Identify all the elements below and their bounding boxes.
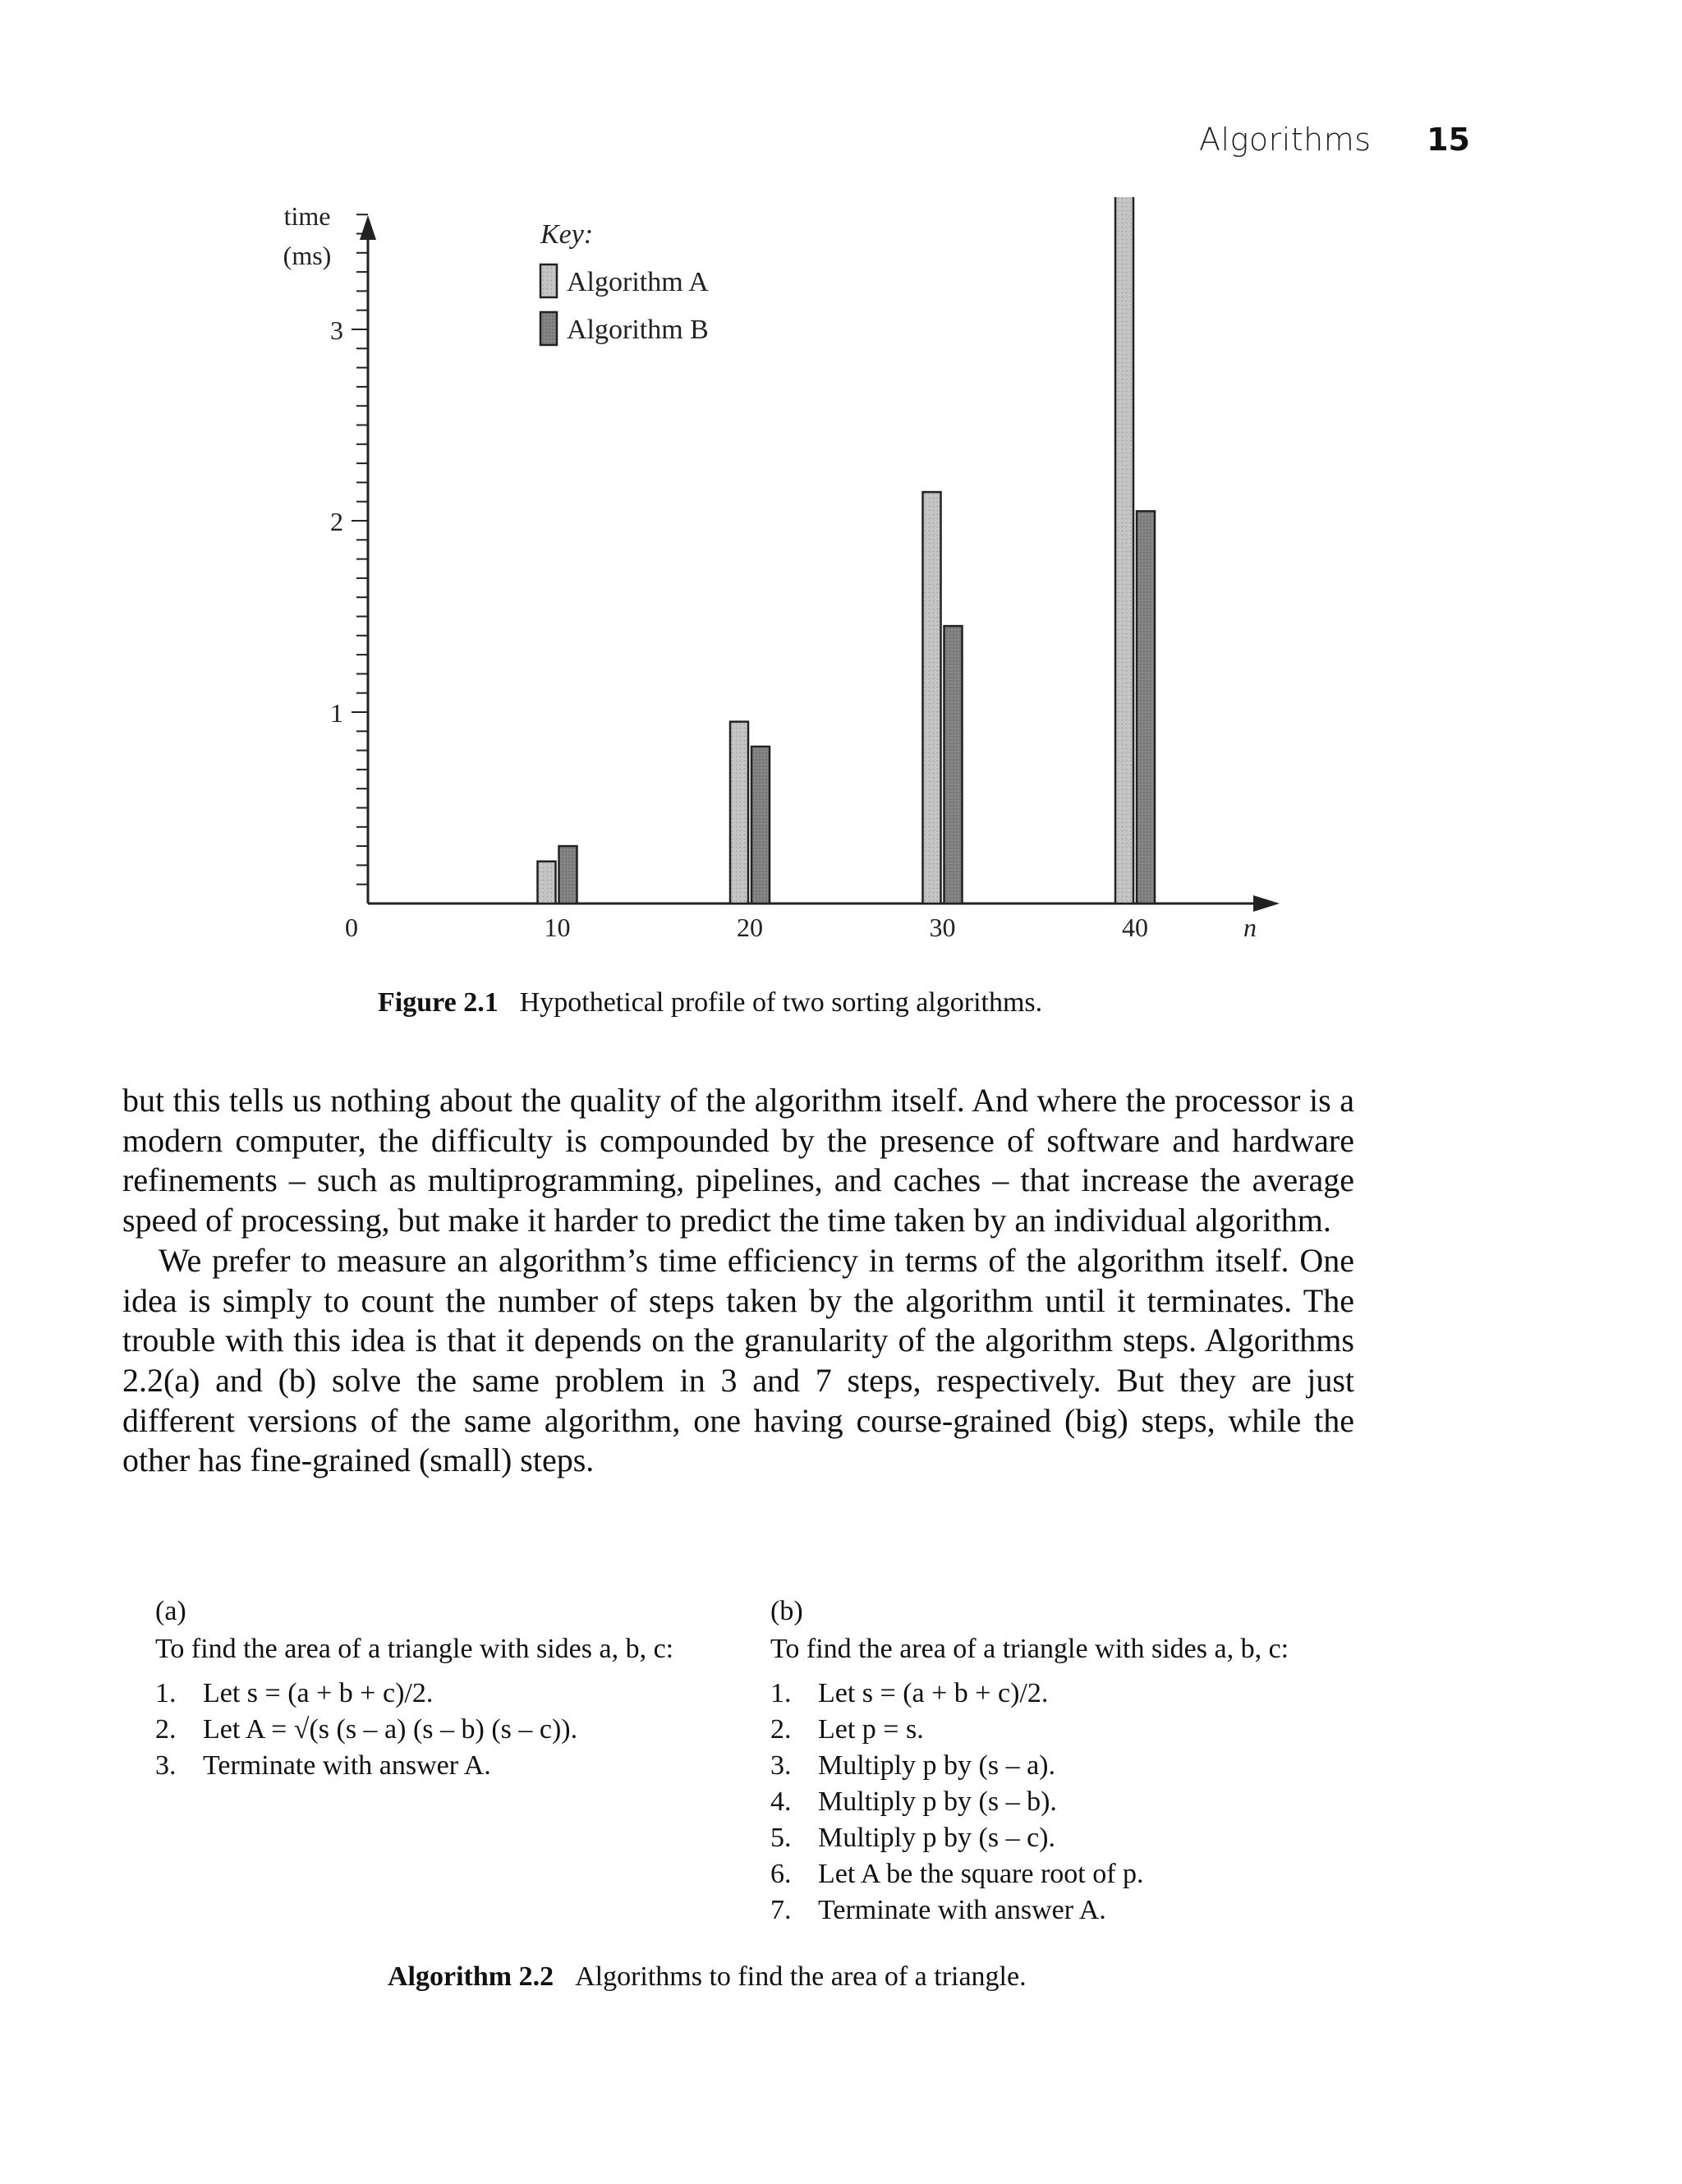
step-text: Let A be the square root of p.	[818, 1859, 1144, 1889]
bar-algorithm-b	[944, 626, 963, 903]
algorithm-b-step	[770, 1892, 1362, 1929]
bar-algorithm-a	[730, 722, 748, 903]
y-axis-arrow	[360, 215, 376, 240]
algorithm-a-step	[155, 1676, 747, 1712]
running-title: Algorithms	[1199, 122, 1372, 158]
algorithm-a	[155, 1593, 747, 1784]
bar-algorithm-b	[751, 747, 770, 903]
y-tick-label: 2	[330, 507, 343, 536]
step-number: 2.	[155, 1714, 177, 1745]
step-number: 5.	[770, 1823, 792, 1853]
algorithm-b-intro: To find the area of a triangle with sides a, b, c:	[770, 1634, 1289, 1664]
figure-caption	[378, 987, 1042, 1018]
x-tick-label: 20	[737, 913, 763, 942]
legend-label: Algorithm A	[567, 267, 709, 297]
y-tick-label: 1	[330, 698, 343, 728]
y-axis-label-line1: time	[283, 201, 331, 231]
step-number: 1.	[770, 1678, 792, 1708]
figure-caption-text: Hypothetical profile of two sorting algorithms.	[519, 987, 1043, 1018]
algorithm-b-steps	[770, 1676, 1362, 1929]
step-text: Multiply p by (s – b).	[818, 1786, 1057, 1817]
x-tick-label: 30	[929, 913, 956, 942]
algorithm-b	[770, 1593, 1362, 1929]
y-axis-label-line2: (ms)	[283, 241, 332, 270]
algorithm-a-step	[155, 1748, 747, 1784]
step-number: 4.	[770, 1786, 792, 1817]
legend-label: Algorithm B	[567, 315, 709, 345]
algorithm-b-step	[770, 1712, 1362, 1748]
bar-algorithm-a	[923, 492, 941, 903]
y-tick-label: 3	[330, 315, 343, 345]
x-axis-label: n	[1243, 913, 1257, 942]
algorithm-a-intro: To find the area of a triangle with sides a, b, c:	[155, 1634, 674, 1664]
figure-caption-label: Figure 2.1	[378, 987, 499, 1018]
x-axis-arrow	[1253, 895, 1280, 912]
bar-algorithm-b	[1137, 511, 1155, 903]
step-number: 6.	[770, 1859, 792, 1889]
step-number: 2.	[770, 1714, 792, 1745]
algorithm-a-step	[155, 1712, 747, 1748]
x-origin-label: 0	[345, 913, 358, 942]
step-text: Let s = (a + b + c)/2.	[818, 1678, 1049, 1708]
step-text: Terminate with answer A.	[818, 1895, 1106, 1925]
step-text: Terminate with answer A.	[203, 1750, 491, 1781]
algorithm-a-label: (a)	[155, 1596, 186, 1626]
bar-chart-svg	[246, 197, 1314, 961]
algorithm-b-step	[770, 1748, 1362, 1784]
step-number: 3.	[770, 1750, 792, 1781]
bar-algorithm-a	[1115, 197, 1133, 903]
step-number: 7.	[770, 1895, 792, 1925]
algorithm-b-label: (b)	[770, 1596, 803, 1626]
algorithm-caption	[388, 1961, 1027, 1993]
algorithm-a-steps	[155, 1676, 747, 1784]
step-number: 1.	[155, 1678, 177, 1708]
algorithm-caption-text: Algorithms to find the area of a triangle.	[575, 1961, 1027, 1992]
step-text: Multiply p by (s – c).	[818, 1823, 1055, 1853]
x-tick-label: 40	[1122, 913, 1148, 942]
step-text: Let A = √(s (s – a) (s – b) (s – c)).	[203, 1714, 578, 1745]
bar-algorithm-b	[559, 846, 577, 903]
step-text: Let s = (a + b + c)/2.	[203, 1678, 434, 1708]
algorithm-b-step	[770, 1820, 1362, 1856]
x-tick-label: 10	[544, 913, 571, 942]
algorithm-b-step	[770, 1676, 1362, 1712]
step-text: Multiply p by (s – a).	[818, 1750, 1055, 1781]
algorithm-b-step	[770, 1784, 1362, 1820]
running-head	[1199, 122, 1470, 171]
algorithm-caption-label: Algorithm 2.2	[388, 1961, 554, 1992]
step-number: 3.	[155, 1750, 177, 1781]
figure-2-1-chart	[246, 197, 1314, 961]
bar-algorithm-a	[538, 862, 556, 903]
paragraph-2: We prefer to measure an algorithm’s time efficiency in terms of the algorithm itself. One idea is simply to count the number of steps taken by the algorithm until it terminates. The trouble with this idea is that it depends on the granularity of the algorithm steps. Algorithms 2.2(a) and (b) solve the same problem in 3 and 7 steps, respectively. But they are just different versions of the same algorithm, one having course-grained (big) steps, while the other has fine-grained (small) steps.	[122, 1241, 1354, 1479]
legend-swatch	[540, 312, 557, 345]
page-number: 15	[1427, 122, 1470, 158]
legend-swatch	[540, 264, 557, 297]
legend-title: Key:	[540, 219, 594, 250]
step-text: Let p = s.	[818, 1714, 924, 1745]
body-text	[122, 1081, 1354, 1481]
paragraph-1: but this tells us nothing about the quality of the algorithm itself. And where the processor is a modern computer, the difficulty is compounded by the presence of software and hardware refinements – such as multiprogramming, pipelines, and caches – that increase the average speed of processing, but make it harder to predict the time taken by an individual algorithm.	[122, 1082, 1354, 1239]
algorithm-b-step	[770, 1856, 1362, 1892]
